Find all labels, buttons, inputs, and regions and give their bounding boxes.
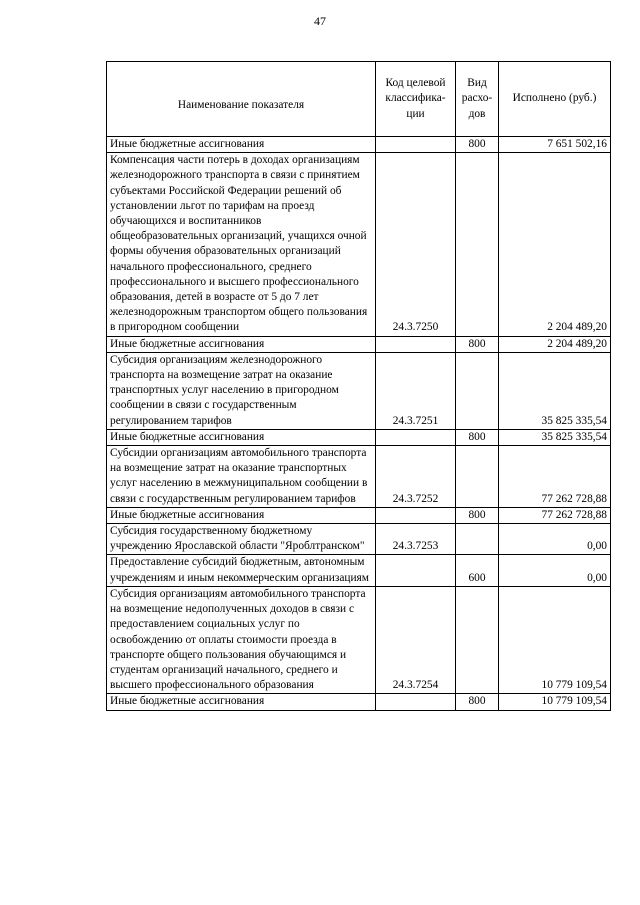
table-row — [107, 137, 611, 153]
row-amount: 0,00 — [499, 555, 611, 586]
row-name: Субсидия организациям железнодорожного транспорта на возмещение затрат на оказание транспортных услуг населению в пригородном сообщении в связи с государственным регулированием тарифов — [107, 352, 376, 429]
header-name: Наименование показателя — [107, 62, 376, 137]
table-row — [107, 586, 611, 693]
row-code: 24.3.7253 — [376, 524, 456, 555]
row-code — [376, 507, 456, 523]
table-row — [107, 524, 611, 555]
row-amount: 77 262 728,88 — [499, 446, 611, 508]
table-row — [107, 446, 611, 508]
row-name: Иные бюджетные ассигнования — [107, 336, 376, 352]
table-row — [107, 555, 611, 586]
row-code: 24.3.7252 — [376, 446, 456, 508]
row-type: 800 — [456, 137, 499, 153]
row-type — [456, 153, 499, 336]
row-code — [376, 429, 456, 445]
table-row — [107, 507, 611, 523]
row-type — [456, 524, 499, 555]
row-amount: 77 262 728,88 — [499, 507, 611, 523]
row-code: 24.3.7254 — [376, 586, 456, 693]
header-amount: Исполнено (руб.) — [499, 62, 611, 137]
row-name: Компенсация части потерь в доходах организациям железнодорожного транспорта в связи с принятием субъектами Российской Федерации решений об установлении льгот по тарифам на проезд обучающихся и воспитанников общеобразовательных организаций, учащихся очной формы обучения образовательных организаций начального профессионального, среднего профессионального и высшего профессионального образования, детей в возрасте от 5 до 7 лет железнодорожным транспортом общего пользования в пригородном сообщении — [107, 153, 376, 336]
row-name: Иные бюджетные ассигнования — [107, 429, 376, 445]
row-code — [376, 336, 456, 352]
row-name: Субсидии организациям автомобильного транспорта на возмещение затрат на оказание транспортных услуг населению в межмуниципальном сообщении в связи с государственным регулированием тарифов — [107, 446, 376, 508]
table-row — [107, 352, 611, 429]
row-amount: 2 204 489,20 — [499, 336, 611, 352]
row-name: Субсидия государственному бюджетному учреждению Ярославской области "Яроблтранском" — [107, 524, 376, 555]
row-amount: 2 204 489,20 — [499, 153, 611, 336]
row-code — [376, 694, 456, 710]
row-amount: 35 825 335,54 — [499, 352, 611, 429]
table-row — [107, 694, 611, 710]
row-amount: 10 779 109,54 — [499, 694, 611, 710]
row-amount: 7 651 502,16 — [499, 137, 611, 153]
header-type: Вид расхо-дов — [456, 62, 499, 137]
row-name: Иные бюджетные ассигнования — [107, 137, 376, 153]
row-type — [456, 446, 499, 508]
row-code: 24.3.7250 — [376, 153, 456, 336]
page-number: 47 — [314, 14, 326, 28]
row-amount: 0,00 — [499, 524, 611, 555]
table-header-row — [107, 62, 611, 137]
row-name: Субсидия организациям автомобильного транспорта на возмещение недополученных доходов в связи с предоставлением социальных услуг по освобождению от оплаты стоимости проезда в транспорте общего пользования обучающимся и студентам организаций начального, среднего и высшего профессионального образования — [107, 586, 376, 693]
row-type: 800 — [456, 694, 499, 710]
row-type: 600 — [456, 555, 499, 586]
row-amount: 35 825 335,54 — [499, 429, 611, 445]
row-name: Иные бюджетные ассигнования — [107, 694, 376, 710]
row-type: 800 — [456, 429, 499, 445]
table-row — [107, 336, 611, 352]
budget-table — [106, 61, 611, 711]
row-code — [376, 137, 456, 153]
row-amount: 10 779 109,54 — [499, 586, 611, 693]
row-code: 24.3.7251 — [376, 352, 456, 429]
row-name: Иные бюджетные ассигнования — [107, 507, 376, 523]
table-row — [107, 153, 611, 336]
header-code: Код целевой классифика-ции — [376, 62, 456, 137]
table-row — [107, 429, 611, 445]
row-name: Предоставление субсидий бюджетным, автономным учреждениям и иным некоммерческим организациям — [107, 555, 376, 586]
row-type: 800 — [456, 336, 499, 352]
row-type — [456, 586, 499, 693]
row-type: 800 — [456, 507, 499, 523]
row-code — [376, 555, 456, 586]
row-type — [456, 352, 499, 429]
